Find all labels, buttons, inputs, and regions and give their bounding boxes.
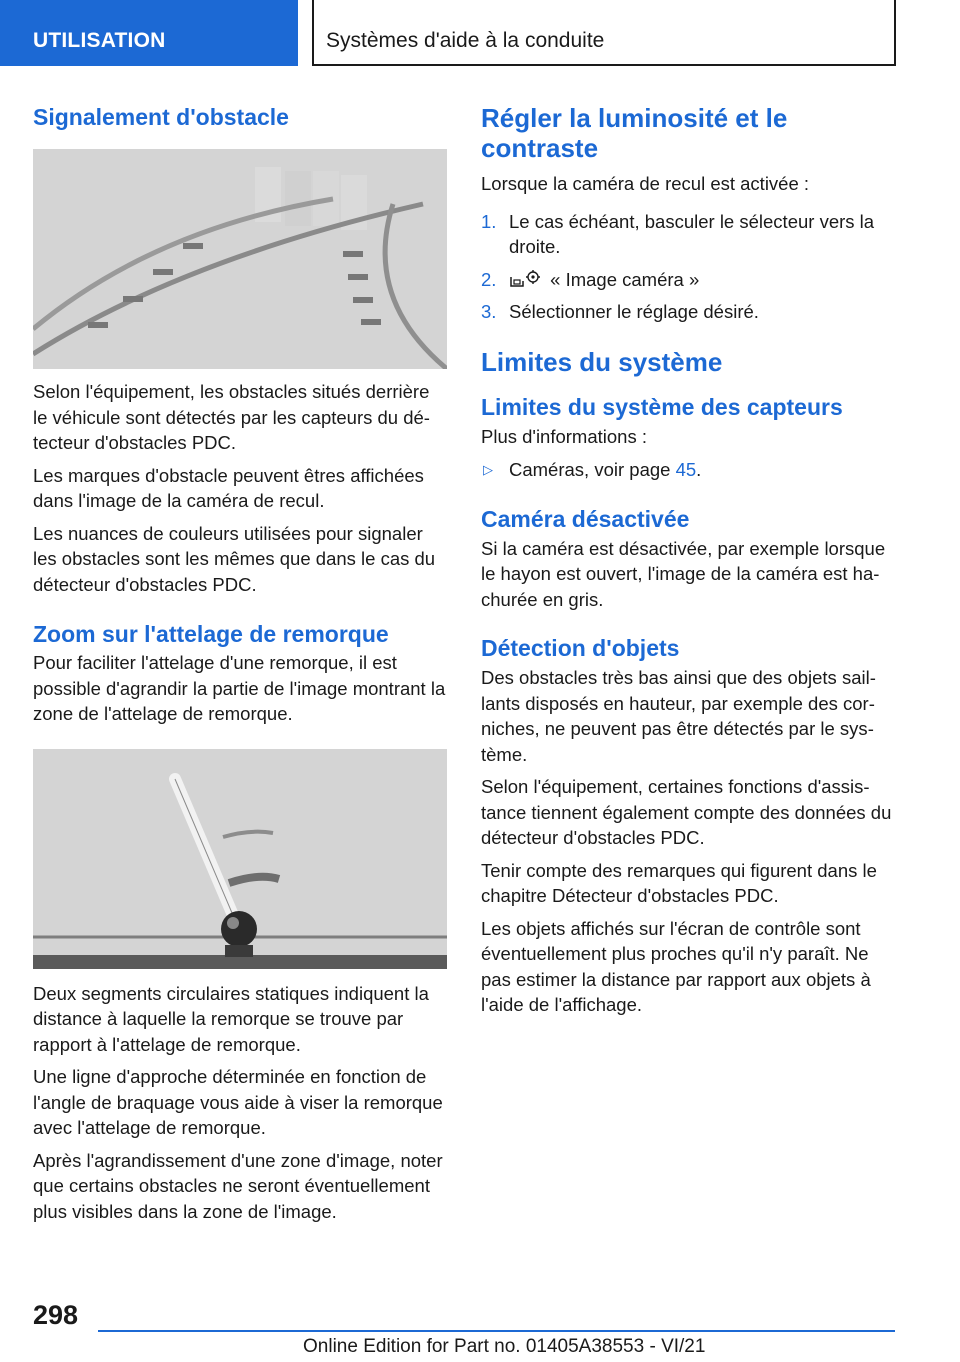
trailer-hitch-figure <box>33 749 447 969</box>
edition-text: Online Edition for Part no. 01405A38553 - VI/21 <box>303 1336 706 1357</box>
zoom-paragraph-1: Pour faciliter l'attelage d'une remorque, il est possible d'agrandir la partie de l'image montrant la zone de l'attelage de remorque. <box>33 652 446 724</box>
section-tab[interactable]: UTILISATION <box>0 0 298 66</box>
detection-paragraph-2: Selon l'équipement, certaines fonctions d'assistance tiennent également compte des données du détecteur d'obstacles PDC. <box>481 776 892 848</box>
camera-off-heading: Caméra désactivée <box>481 505 690 532</box>
page-link[interactable]: 45 <box>675 459 697 480</box>
brightness-heading: Régler la luminosité et le contraste <box>481 103 788 163</box>
detection-paragraph-4: Les objets affichés sur l'écran de contrôle sont éventuellement plus proches qu'il n'y paraît. Ne pas estimer la distance par rapport aux objets à l'aide de l'affichage. <box>481 917 871 1015</box>
triangle-bullet-icon: ▷ <box>483 462 493 477</box>
camera-settings-icon <box>509 269 545 289</box>
zoom-paragraph-2: Deux segments circulaires statiques indiquent la distance à laquelle la remorque se trouve par rapport à l'attelage de remorque. <box>33 982 429 1055</box>
more-info: Plus d'informations : <box>481 425 647 447</box>
step-2 <box>481 267 895 293</box>
detection-heading: Détection d'objets <box>481 635 680 661</box>
obstacle-paragraph-2: Les marques d'obstacle peuvent êtres affichées dans l'image de la caméra de recul. <box>33 464 424 511</box>
step-number: 1. <box>481 210 497 232</box>
bullet-end: . <box>696 459 702 480</box>
step-3 <box>481 299 895 325</box>
chapter-title: Systèmes d'aide à la conduite <box>312 0 896 66</box>
bullet-text: Caméras, voir page <box>509 459 676 480</box>
obstacle-paragraph-1: Selon l'équipement, les obstacles situés derrière le véhicule sont détectés par les capteurs du détecteur d'obstacles PDC. <box>33 381 430 453</box>
brightness-steps <box>481 209 895 325</box>
left-column <box>33 100 447 1224</box>
camera-off-paragraph: Si la caméra est désactivée, par exemple lorsque le hayon est ouvert, l'image de la caméra est hachurée en gris. <box>481 537 886 610</box>
detection-paragraph-1: Des obstacles très bas ainsi que des objets saillants disposés en hauteur, par exemple des corniches, ne peuvent pas être détectés par le système. <box>481 667 876 765</box>
page-number: 298 <box>33 1300 79 1330</box>
zoom-paragraph-4: Après l'agrandissement d'une zone d'image, noter que certains obstacles ne seront éventuellement plus visibles dans la zone de l'image. <box>33 1149 443 1222</box>
detection-paragraph-3: Tenir compte des remarques qui figurent dans le chapitre Détecteur d'obstacles PDC. <box>481 859 877 906</box>
zoom-paragraph-3: Une ligne d'approche déterminée en fonction de l'angle de braquage vous aide à viser la remorque avec l'attelage de remorque. <box>33 1066 443 1138</box>
obstacle-markers-figure <box>33 149 447 369</box>
step-text: Sélectionner le réglage désiré. <box>509 301 759 322</box>
page-header <box>0 0 960 66</box>
step-1 <box>481 209 895 260</box>
step-text: « Image caméra » <box>550 268 700 290</box>
obstacle-heading: Signalement d'obstacle <box>33 104 289 130</box>
step-number: 3. <box>481 301 497 322</box>
right-column <box>481 100 895 1018</box>
step-number: 2. <box>481 268 497 290</box>
step-text: Le cas échéant, basculer le sélecteur vers la droite. <box>509 210 875 257</box>
footer-rule <box>98 1330 895 1332</box>
sensor-limits-heading: Limites du système des capteurs <box>481 393 843 420</box>
zoom-heading: Zoom sur l'attelage de remorque <box>33 621 389 647</box>
brightness-intro: Lorsque la caméra de recul est activée : <box>481 173 810 194</box>
limits-heading: Limites du système <box>481 346 723 377</box>
camera-reference-item <box>481 457 895 483</box>
obstacle-paragraph-3: Les nuances de couleurs utilisées pour signaler les obstacles sont les mêmes que dans le cas du détecteur d'obstacles PDC. <box>33 522 436 595</box>
